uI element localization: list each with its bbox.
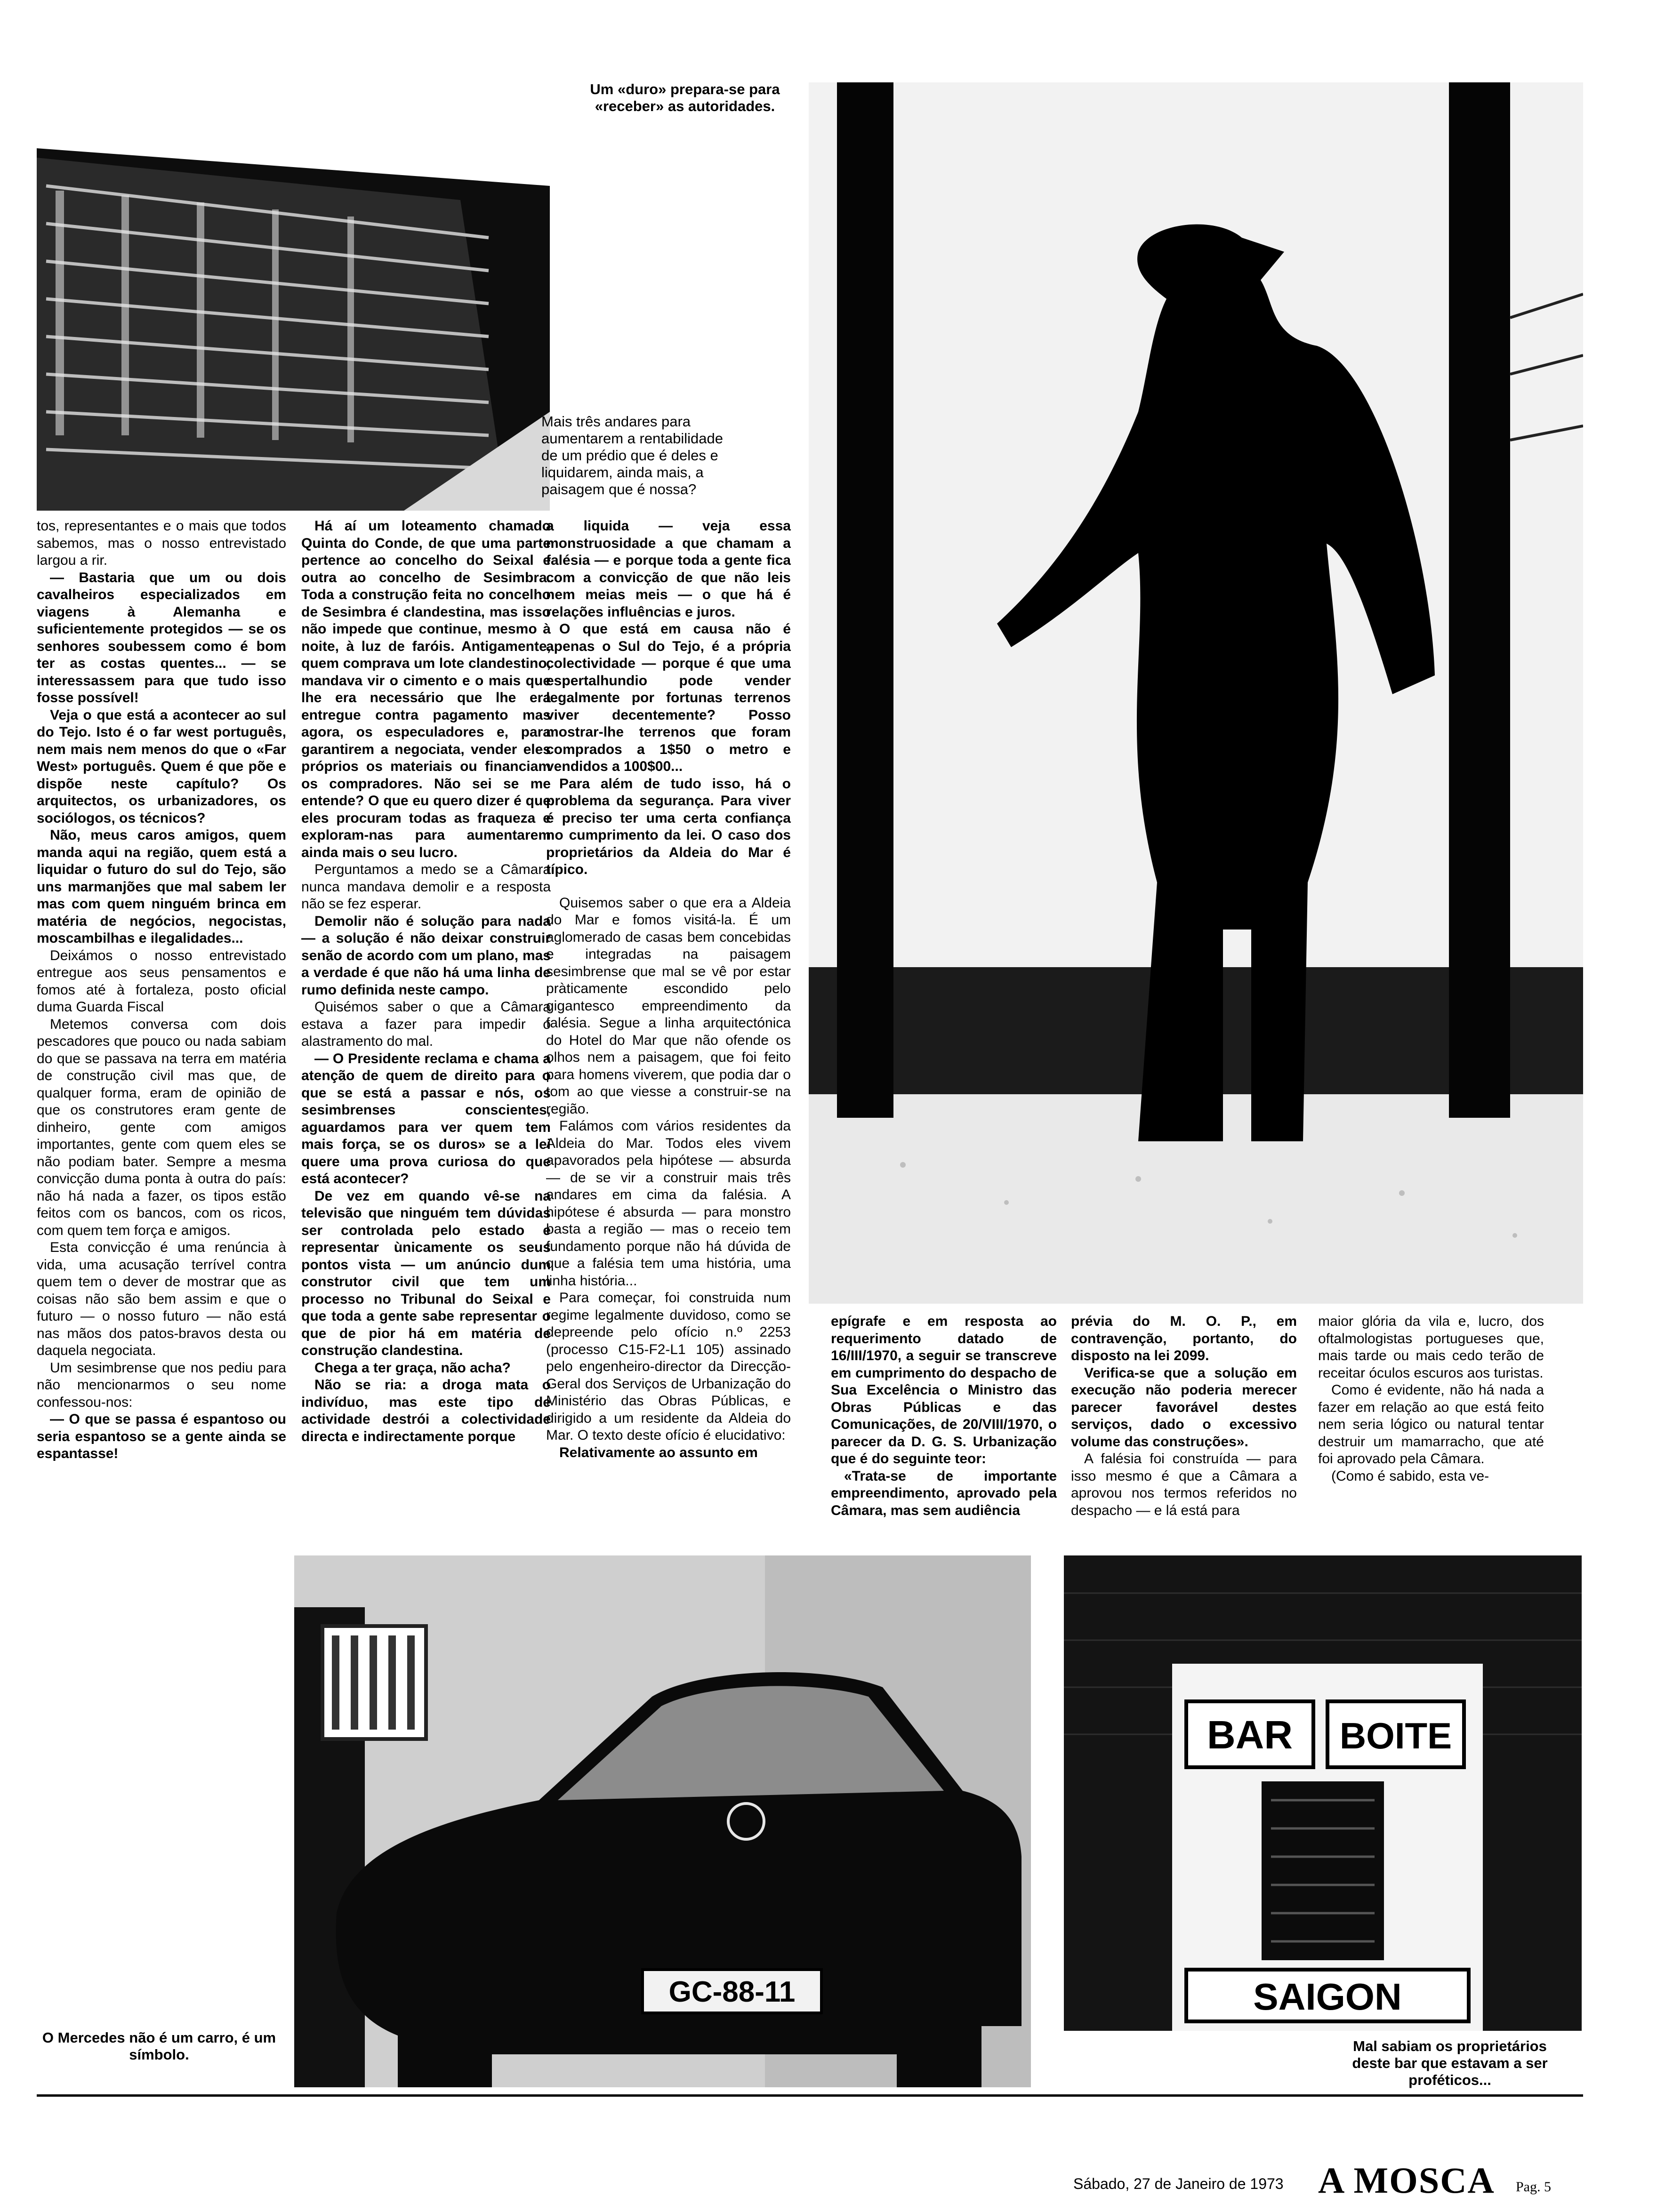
paragraph: — O Presidente reclama e chama a atenção de quem de direito para o que se está a passar e nós, os sesimbrenses conscientes, aguardamos para ver quem tem mais força, se os duros» se a lei quere uma prova curiosa do que está acontecer?	[301, 1050, 551, 1186]
paragraph: Esta convicção é uma renúncia à vida, uma acusação terrível contra quem tem o dever de mostrar que as coisas não são bem assim e que o futuro — o nosso futuro — não está nas mãos dos patos-bravos desta ou daquela negociata.	[37, 1240, 286, 1358]
boite-sign: BOITE	[1339, 1715, 1452, 1756]
paragraph: Como é evidente, não há nada a fazer em relação ao que está feito nem seria lógico ou natural tentar destruir um mamarracho, que até foi aprovado pela Câmara.	[1318, 1382, 1544, 1467]
paragraph: A falésia foi construída — para isso mesmo é que a Câmara a aprovou nos termos referidos no despacho — e lá está para	[1071, 1451, 1297, 1518]
paragraph: Perguntamos a medo se a Câmara nunca mandava demolir e a resposta não se fez esperar.	[301, 862, 551, 912]
paragraph: Verifica-se que a solução em execução não poderia merecer parecer favorável destes serviços, dado o excessivo volume das construções».	[1071, 1365, 1297, 1450]
paragraph: Quisémos saber o que a Câmara estava a fazer para impedir o alastramento do mal.	[301, 999, 551, 1049]
paragraph: Quisemos saber o que era a Aldeia do Mar e fomos visitá-la. É um aglomerado de casas bem concebidas e integradas na paisagem sesimbrense que mal se vê por estar pràticamente escondido pelo gigantesco empreendimento da falésia. Segue a linha arquitectónica do Hotel do Mar que não ofende os olhos nem a paisagem, que foi feito para homens viverem, que podia dar o tom ao que viesse a construir-se na região.	[546, 895, 791, 1117]
paragraph: epígrafe e em resposta ao requerimento datado de 16/III/1970, a seguir se transcreve em cumprimento do despacho de Sua Excelência o Ministro das Obras Públicas e das Comunicações, de 20/VIII/1970, o parecer da D. G. S. Urbanização que é do seguinte teor:	[831, 1314, 1057, 1467]
bar-saigon-image	[1064, 1555, 1582, 2031]
paragraph: Relativamente ao assunto em	[559, 1444, 758, 1460]
paragraph: Há aí um loteamento chamado Quinta do Conde, de que uma parte pertence ao concelho do Seixal e outra ao concelho de Sesimbra. Toda a construção feita no concelho de Sesimbra é clandestina, mas isso não impede que continue, mesmo à noite, à luz de faróis. Antigamente, quem comprava um lote clandestino, mandava vir o cimento e o mais que lhe era necessário que lhe era entregue contra pagamento mas agora, os especuladores e, para garantirem a negociata, vender eles próprios os materiais ou financiam os compradores. Não sei se me entende? O que eu quero dizer é que eles procuram todas as fraqueza e exploram-nas para aumentarem ainda mais o seu lucro.	[301, 518, 551, 860]
paragraph: «Trata-se de importante empreendimento, aprovado pela Câmara, mas sem audiência	[831, 1468, 1057, 1518]
photo-mercedes	[294, 1555, 1031, 2087]
caption-mercedes: O Mercedes não é um carro, é um símbolo.	[42, 2029, 276, 2063]
paragraph: Veja o que está a acontecer ao sul do Tejo. Isto é o far west português, nem mais nem menos do que o «Far West» português. Quem é que põe e dispõe neste capítulo? Os arquitectos, os urbanizadores, os sociólogos, os técnicos?	[37, 707, 286, 826]
saigon-sign: SAIGON	[1253, 1976, 1402, 2018]
text-column-4	[831, 1313, 1057, 1558]
text-column-3	[546, 518, 791, 1591]
footer-rule	[37, 2094, 1583, 2097]
text-column-6	[1318, 1313, 1544, 1558]
paragraph: Falámos com vários residentes da Aldeia do Mar. Todos eles vivem apavorados pela hipótese — absurda — de se vir a construir mais três andares em cima da falésia. A hipótese é absurda — para monstro basta a região — mas o receio tem fundamento porque não há dúvida de que a falésia tem uma história, uma linha história...	[546, 1118, 791, 1289]
paragraph: maior glória da vila e, lucro, dos oftalmologistas portugueses que, mais tarde ou mais cedo terão de receitar óculos escuros aos turistas.	[1318, 1314, 1544, 1381]
page-number: Pag. 5	[1516, 2179, 1551, 2195]
photo-bar-saigon	[1064, 1555, 1582, 2031]
text-column-2	[301, 518, 551, 1591]
paragraph: tos, representantes e o mais que todos sabemos, mas o nosso entrevistado largou a rir.	[37, 518, 286, 568]
paragraph: Para começar, foi construida num regime legalmente duvidoso, como se depreende pelo ofício n.º 2253 (processo C15-F2-L1 105) assinado pelo engenheiro-director da Direcção-Geral dos Serviços de Urbanização do Ministério das Obras Públicas, e dirigido a um residente da Aldeia do Mar. O texto deste ofício é elucidativo:	[546, 1290, 791, 1443]
photo-cowboy	[809, 82, 1583, 1304]
paragraph: a liquida — veja essa monstruosidade a que chamam a falésia — e porque toda a gente fica com a convicção de que não leis nem meias meis — o que há é relações influências e juros.	[546, 518, 791, 620]
text-column-5	[1071, 1313, 1297, 1558]
paragraph: Deixámos o nosso entrevistado entregue aos seus pensamentos e fomos até à fortaleza, posto oficial duma Guarda Fiscal	[37, 947, 286, 1015]
paragraph: Não se ria: a droga mata o indivíduo, mas este tipo de actividade destrói a colectividade directa e indirectamente porque	[301, 1377, 551, 1444]
paragraph: prévia do M. O. P., em contravenção, portanto, do disposto na lei 2099.	[1071, 1314, 1297, 1363]
paragraph: Metemos conversa com dois pescadores que pouco ou nada sabiam do que se passava na terra em matéria de construção civil mas que, de qualquer forma, eram de opinião de que os construtores eram gente de dinheiro, gente com amigos importantes, gente com quem eles se não podiam bater. Sempre a mesma convicção duma ponta à outra do país: não há nada a fazer, os tipos estão feitos com os bancos, com os ricos, com quem tem força e amigos.	[37, 1016, 286, 1238]
paragraph: Um sesimbrense que nos pediu para não mencionarmos o seu nome confessou-nos:	[37, 1360, 286, 1410]
caption-andares: Mais três andares para aumentarem a rentabilidade de um prédio que é deles e liquidarem, ainda mais, a paisagem que é nossa?	[541, 413, 724, 497]
paragraph: — Bastaria que um ou dois cavalheiros especializados em viagens à Alemanha e suficientemente protegidos — se os senhores soubessem como é bom ter as costas quentes... — se interessassem para que tudo isso fosse possível!	[37, 569, 286, 705]
cowboy-silhouette-image	[809, 82, 1583, 1304]
license-plate: GC-88-11	[668, 1976, 796, 2008]
paragraph: Chega a ter graça, não acha?	[314, 1360, 511, 1376]
text-column-1	[37, 518, 286, 1591]
paragraph: (Como é sabido, esta ve-	[1331, 1468, 1489, 1484]
photo-apartment-blocks	[37, 82, 550, 511]
caption-duro: Um «duro» prepara-se para «receber» as autoridades.	[590, 81, 780, 114]
paragraph: Para além de tudo isso, há o problema da segurança. Para viver é preciso ter uma certa confiança no cumprimento da lei. O caso dos proprietários da Aldeia do Mar é típico.	[546, 776, 791, 877]
caption-bar: Mal sabiam os proprietários deste bar que estavam a ser proféticos...	[1352, 2038, 1548, 2088]
paragraph: — O que se passa é espantoso ou seria espantoso se a gente ainda se espantasse!	[37, 1411, 286, 1461]
paragraph: Demolir não é solução para nada — a solução é não deixar construir senão de acordo com um plano, mas a verdade é que não há uma linha de rumo definida neste campo.	[301, 913, 551, 998]
masthead-logo: A MOSCA	[1318, 2160, 1495, 2201]
paragraph: O que está em causa não é apenas o Sul do Tejo, é a própria colectividade — porque é que uma espertalhundio pode vender legalmente por fortunas terrenos viver decentemente? Posso mostrar-lhe terrenos que foram comprados a 1$50 o metro e vendidos a 100$00...	[546, 621, 791, 774]
paragraph: De vez em quando vê-se na televisão que ninguém tem dúvidas ser controlada pelo estado e representar ùnicamente os seus pontos vista — um anúncio dum construtor civil que tem um processo no Tribunal do Seixal e que toda a gente sabe representar o que de pior há em matéria de construção clandestina.	[301, 1188, 551, 1358]
bar-sign: BAR	[1207, 1713, 1293, 1757]
mercedes-car-image	[294, 1555, 1031, 2087]
paragraph: Não, meus caros amigos, quem manda aqui na região, quem está a liquidar o futuro do sul do Tejo, são uns marmanjões que mal sabem ler mas com quem ninguém brinca em matéria de negócios, negocistas, moscambilhas e ilegalidades...	[37, 827, 286, 946]
apartment-blocks-image	[37, 82, 550, 511]
footer-date: Sábado, 27 de Janeiro de 1973	[1073, 2175, 1284, 2192]
